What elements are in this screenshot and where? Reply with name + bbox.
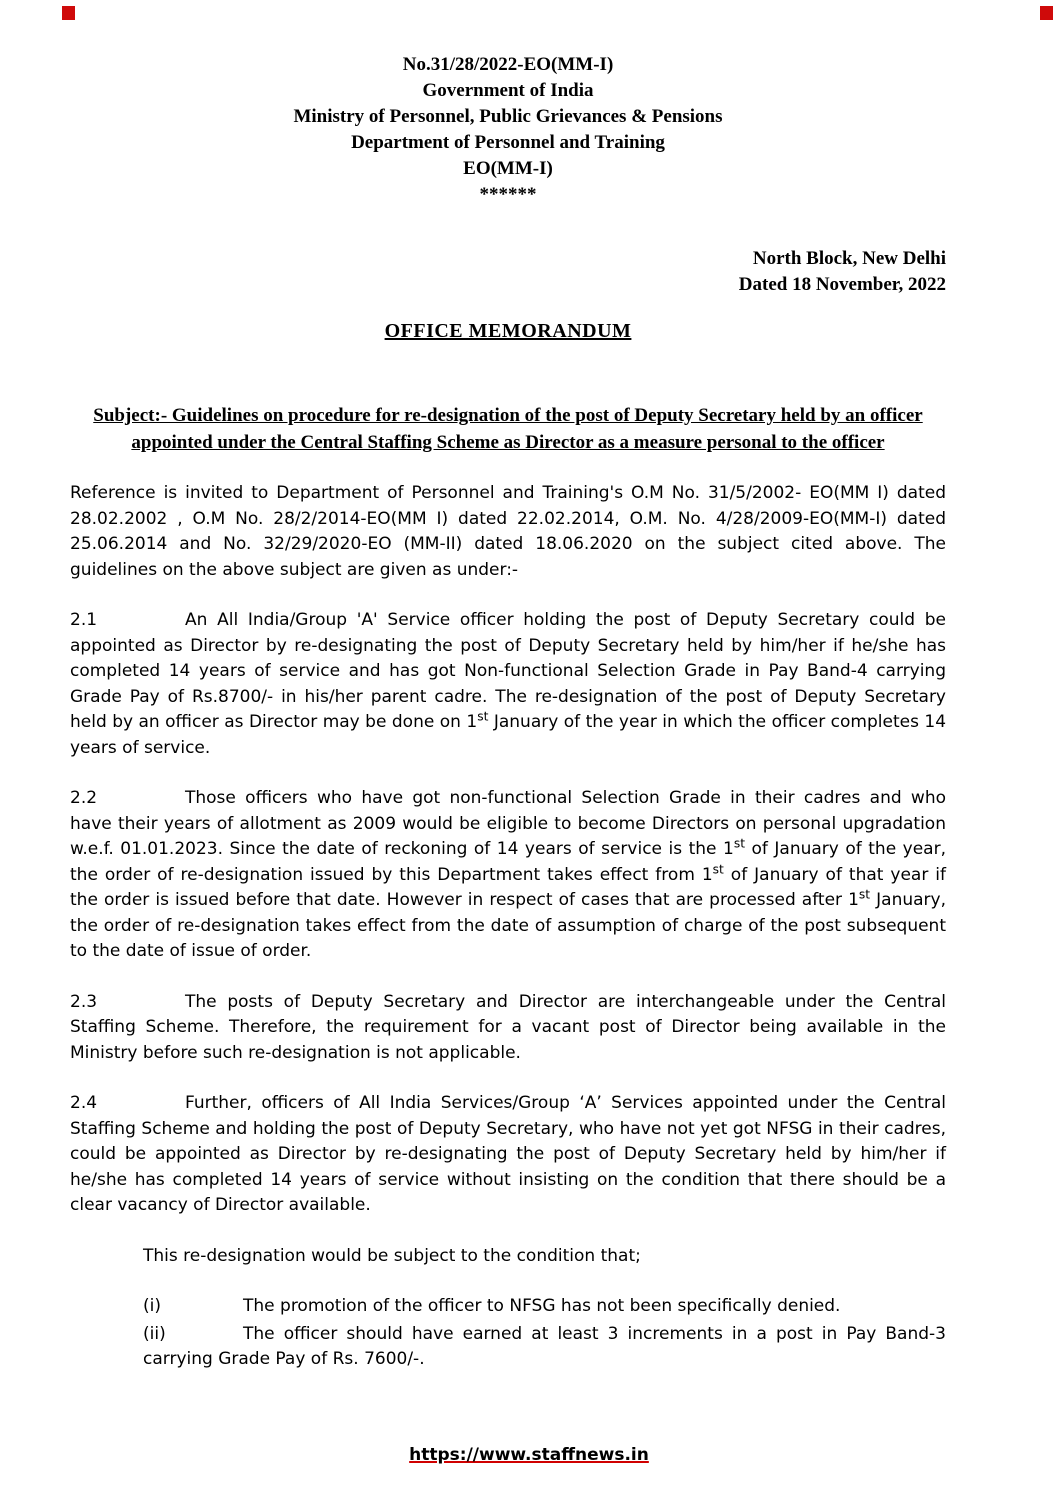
superscript-text: st: [858, 887, 871, 902]
list-item-marker: (i): [143, 1296, 161, 1316]
document-footer: [0, 1445, 1058, 1465]
footer-link[interactable]: https://www.staffnews.in: [409, 1445, 649, 1465]
dateline: [70, 246, 946, 298]
paragraph-number: 2.3: [70, 991, 98, 1012]
list-item-marker: (ii): [143, 1323, 166, 1344]
paragraph-text: January of the year in which the officer completes 14 years of service.: [70, 712, 947, 758]
header-line-ministry: Ministry of Personnel, Public Grievances & Pensions: [293, 106, 723, 127]
dateline-date: Dated 18 November, 2022: [738, 274, 946, 295]
header-line-stars: ******: [479, 184, 537, 205]
paragraph: [143, 1294, 946, 1320]
superscript-text: st: [477, 709, 489, 724]
subject-line: Subject:- Guidelines on procedure for re-designation of the post of Deputy Secretary held by an officer appointed under the Central Staffing Scheme as Director as a measure personal to the officer: [93, 405, 923, 453]
paragraph-text: Those officers who have got non-functional Selection Grade in their cadres and who have their years of allotment as 2009 would be eligible to become Directors on personal upgradation w.e.f. 01.01.2023. Since the date of reckoning of 14 years of service is the 1: [70, 788, 946, 859]
paragraph-text: January, the order of re-designation takes effect from the date of assumption of charge of the post subsequent to the date of issue of order.: [70, 890, 946, 961]
paragraph-number: 2.2: [70, 788, 98, 808]
paragraph-number: 2.4: [70, 1093, 98, 1113]
paragraph-number: 2.1: [70, 610, 98, 630]
header-line-government: Government of India: [422, 80, 594, 101]
document-title-text: OFFICE MEMORANDUM: [384, 320, 632, 342]
paragraph-text: Reference is invited to Department of Personnel and Training's O.M No. 31/5/2002- EO(MM I) dated 28.02.2002 , O.M No. 28/2/2014-EO(MM I) dated 22.02.2014, O.M. No. 4/28/2009-EO(MM-I) dated 25.06.2014 and No. 32/29/2020-EO (MM-II) dated 18.06.2020 on the subject cited above. The guidelines on the above subject are given as under:-: [70, 483, 946, 580]
superscript-text: st: [712, 861, 724, 876]
dateline-place: North Block, New Delhi: [752, 248, 946, 269]
reference-number: No.31/28/2022-EO(MM-I): [402, 54, 614, 75]
paragraph-text: An All India/Group 'A' Service officer holding the post of Deputy Secretary could be appointed as Director by re-designating the post of Deputy Secretary held by him/her if he/she has completed 14 years of service and has got Non-functional Selection Grade in Pay Band-4 carrying Grade Pay of Rs.8700/- in his/her parent cadre. The re-designation of the post of Deputy Secretary held by an officer as Director may be done on 1: [70, 610, 946, 732]
paragraph: [70, 608, 946, 761]
paragraph: [70, 786, 946, 965]
paragraph: [70, 1091, 946, 1219]
paragraph-text: The posts of Deputy Secretary and Director are interchangeable under the Central Staffing Scheme. Therefore, the requirement for a vacant post of Director being available in the Ministry before such re-designation is not applicable.: [70, 991, 946, 1063]
paragraph: [143, 1322, 946, 1373]
document-header: [70, 52, 946, 208]
paragraph: [70, 990, 946, 1067]
paragraph: [143, 1244, 946, 1270]
superscript-text: st: [733, 836, 745, 851]
paragraph-text: of January of that year if the order is issued before that date. However in respect of cases that are processed after 1: [70, 864, 946, 910]
paragraph-text: This re-designation would be subject to the condition that;: [143, 1245, 641, 1266]
red-corner-mark-left: [62, 6, 75, 20]
red-corner-mark-right: [1040, 6, 1053, 20]
paragraph-text: Further, officers of All India Services/Group ‘A’ Services appointed under the Central Staffing Scheme and holding the post of Deputy Secretary, who have not yet got NFSG in their cadres, could be appointed as Director by re-designating the post of Deputy Secretary held by him/her if he/she has completed 14 years of service without insisting on the condition that there should be a clear vacancy of Director available.: [70, 1093, 946, 1215]
body-paragraphs: [70, 481, 946, 1373]
paragraph-text: The promotion of the officer to NFSG has not been specifically denied.: [243, 1296, 841, 1316]
paragraph-text: The officer should have earned at least 3 increments in a post in Pay Band-3 carrying Grade Pay of Rs. 7600/-.: [143, 1323, 946, 1369]
paragraph-text: of January of the year, the order of re-designation issued by this Department takes effect from 1: [70, 839, 946, 885]
header-line-department: Department of Personnel and Training: [351, 132, 665, 153]
paragraph: [70, 481, 946, 583]
header-line-division: EO(MM-I): [463, 158, 553, 179]
document-title: [70, 318, 946, 344]
